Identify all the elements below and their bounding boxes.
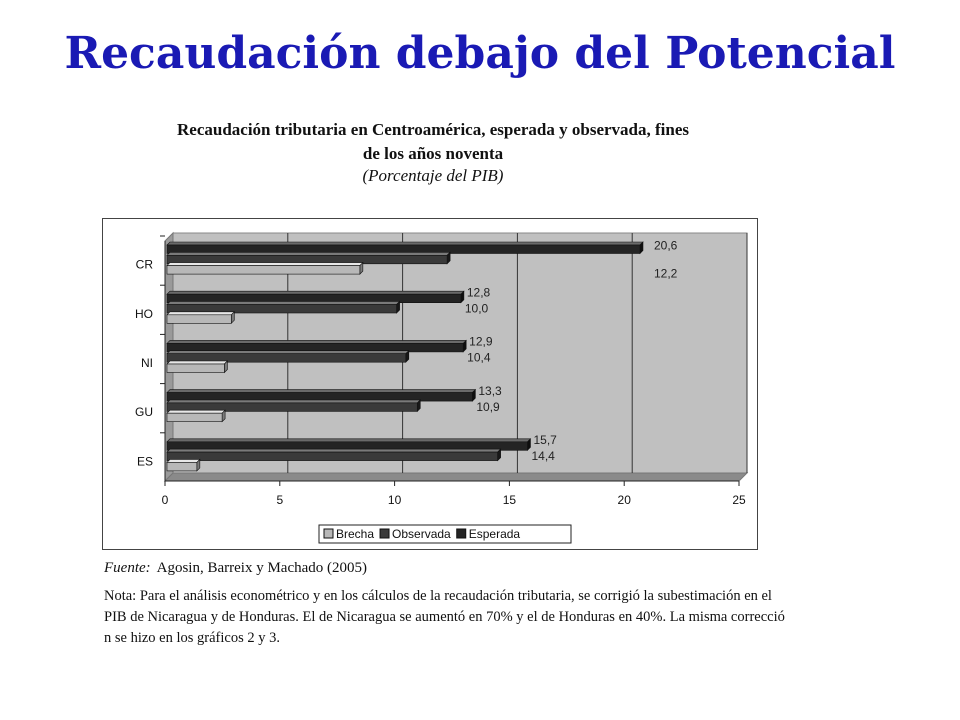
bar-top-esperada xyxy=(167,340,466,343)
category-label: HO xyxy=(135,306,153,321)
data-label-observada: 10,9 xyxy=(476,399,500,414)
slide-title: Recaudación debajo del Potencial xyxy=(64,28,896,79)
legend-label-brecha: Brecha xyxy=(336,527,375,541)
category-label: GU xyxy=(135,405,153,420)
data-label-esperada: 12,8 xyxy=(466,285,491,300)
data-label-observada: 10,4 xyxy=(467,350,491,365)
bar-top-brecha xyxy=(167,459,200,462)
bar-brecha xyxy=(167,364,224,373)
data-label-observada: 10,0 xyxy=(464,301,489,316)
bar-top-brecha xyxy=(167,410,225,413)
category-label: CR xyxy=(135,257,153,272)
legend-label-esperada: Esperada xyxy=(468,527,521,541)
data-label-esperada: 13,3 xyxy=(478,383,502,398)
bar-top-esperada xyxy=(167,291,464,294)
data-label-esperada: 12,9 xyxy=(469,334,493,349)
bar-brecha xyxy=(167,315,231,324)
bar-top-brecha xyxy=(167,361,227,364)
chart-title: Recaudación tributaria en Centroamérica, esperada y observada, fines de los años noventa xyxy=(177,120,689,163)
x-tick-label: 0 xyxy=(161,493,169,507)
category-label: ES xyxy=(136,454,153,469)
legend-swatch-esperada xyxy=(457,529,466,538)
data-label-esperada: 15,7 xyxy=(533,433,557,448)
data-label-observada: 14,4 xyxy=(531,449,555,464)
category-label: NI xyxy=(141,356,153,370)
bar-brecha xyxy=(167,462,197,471)
footnote: Nota: Para el análisis econométrico y en los cálculos de la recaudación tributaria, se corrigió la subestimación en el PIB de Nicaragua y de Honduras. El de Nicaragua se aumentó en 70% y el de Honduras en 40%. La misma correcció n se hizo en los gráficos 2 y 3. xyxy=(104,588,785,646)
bar-top-brecha xyxy=(167,263,363,266)
bar-top-observada xyxy=(167,449,501,452)
bar-chart xyxy=(103,219,757,549)
bar-observada xyxy=(167,452,498,461)
x-tick-label: 5 xyxy=(276,493,284,507)
legend-swatch-brecha xyxy=(324,529,333,538)
bar-top-esperada xyxy=(167,390,475,393)
bar-top-observada xyxy=(167,400,420,403)
legend-label-observada: Observada xyxy=(392,527,451,541)
source-label: Fuente: xyxy=(104,560,151,576)
x-tick-label: 10 xyxy=(387,493,402,507)
bar-top-observada xyxy=(167,302,400,305)
bar-top-esperada xyxy=(167,242,643,245)
bar-brecha xyxy=(167,413,222,422)
plot-floor xyxy=(165,473,747,481)
bar-top-brecha xyxy=(167,312,234,315)
chart-container xyxy=(102,218,758,550)
data-label-observada: 12,2 xyxy=(653,266,678,281)
bar-top-observada xyxy=(167,351,409,354)
bar-brecha xyxy=(167,266,360,275)
x-tick-label: 15 xyxy=(502,493,517,507)
legend-swatch-observada xyxy=(380,529,389,538)
source-text: Agosin, Barreix y Machado (2005) xyxy=(156,560,368,576)
data-label-esperada: 20,6 xyxy=(653,238,678,253)
x-tick-label: 20 xyxy=(617,493,631,507)
bar-top-esperada xyxy=(167,439,530,442)
x-tick-label: 25 xyxy=(732,493,746,507)
source-line xyxy=(104,560,367,577)
bar-top-observada xyxy=(167,252,450,255)
chart-subtitle: (Porcentaje del PIB) xyxy=(362,166,504,185)
